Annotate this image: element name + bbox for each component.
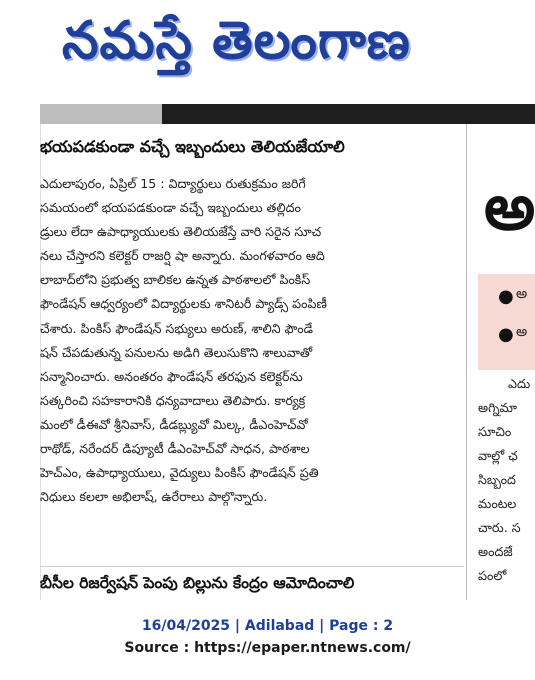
article-headline: భయపడకుండా వచ్చే ఇబ్బందులు తెలియజేయాలి <box>40 137 345 156</box>
side-line: మంటల <box>478 496 517 511</box>
side-line: సూచిం <box>478 424 512 439</box>
article-body <box>40 172 464 509</box>
article-line: సత్కరించి సహకారానికి ధన్యవాదాలు తెలిపారు. కార్యక్ర <box>40 392 306 408</box>
article-line: డ్రులు లేదా ఉపాధ్యాయులకు తెలియజేస్తే వారి సరైన సూచ <box>40 224 322 240</box>
side-line: పంలో <box>478 568 507 583</box>
side-bullet-text: అ <box>516 324 528 340</box>
article-line: లాబాద్‌లోని ప్రభుత్వ బాలికల ఉన్నత పాఠశాలలో పింకిస్ <box>40 272 311 288</box>
next-article-headline: బీసీల రిజర్వేషన్ పెంపు బిల్లును కేంద్రం ఆమోదించాలి <box>40 574 355 592</box>
side-bullet-text: అ <box>516 286 528 302</box>
newspaper-logo: నమస్తే తెలంగాణ <box>62 10 411 71</box>
side-line: ఎదు <box>508 376 531 391</box>
page-footer <box>0 600 535 680</box>
side-line: అగ్నిమా <box>478 400 518 415</box>
article-divider <box>40 566 464 567</box>
column-divider <box>466 124 467 600</box>
article-line: రాథోడ్, నరేందర్ డిప్యూటీ డీఎంహెచ్‌వో సాధన, పాఠశాల <box>40 441 310 457</box>
article-line: నిధులు కలలా అభిలాష్, ఉరేరాలు పాల్గొన్నారు. <box>40 489 268 505</box>
side-line: అందజే <box>478 544 513 559</box>
article-line: నలు చేస్తారని కలెక్టర్ రాజర్షి షా అన్నారు. మంగళవారం ఆది <box>40 248 325 264</box>
masthead <box>0 0 535 100</box>
article-line: షన్ చేపడుతున్న పనులను అడిగి తెలుసుకొని శాలువాతో <box>40 344 313 360</box>
header-bar-grey <box>40 104 162 124</box>
article-line: ఎదులాపురం, ఏప్రిల్ 15 : విద్యార్థులు రుతుక్రమం జరిగే <box>40 176 306 191</box>
article-line: సన్మానించారు. అనంతరం ఫౌండేషన్ తరఫున కలెక్టర్‌ను <box>40 368 303 384</box>
bullet-icon: ● <box>498 286 514 307</box>
side-headline-glyph: అ <box>484 170 535 245</box>
side-line: సిబ్బంద <box>478 472 516 487</box>
side-line: చారు. స <box>478 520 521 535</box>
article-line: ఫౌండేషన్ ఆధ్వర్యంలో విద్యార్థులకు శానిటరీ ప్యాడ్స్ పంపిణీ <box>40 296 327 312</box>
source-link[interactable]: Source : https://epaper.ntnews.com/ <box>124 640 411 656</box>
article-line: మంలో డీఈవో శ్రీనివాస్, డీడబ్ల్యువో మిల్క, డీఎంహెచ్‌వో <box>40 416 308 432</box>
article-line: హెచ్ఎం, ఉపాధ్యాయులు, వైద్యులు పింకిస్ ఫౌండేషన్ ప్రతి <box>40 465 319 481</box>
edition-info: 16/04/2025 | Adilabad | Page : 2 <box>141 618 394 634</box>
side-article-body <box>478 372 535 600</box>
article-line: సమయంలో భయపడకుండా వచ్చే ఇబ్బందులు తల్లిదం <box>40 200 301 216</box>
side-line: వాల్లో ఛ <box>478 448 518 463</box>
header-bar-black <box>162 104 535 124</box>
article-line: చేశారు. పింకిస్ ఫౌండేషన్ సభ్యులు అరుణ్, శాలిని ఫౌండే <box>40 320 313 336</box>
bullet-icon: ● <box>498 324 514 345</box>
